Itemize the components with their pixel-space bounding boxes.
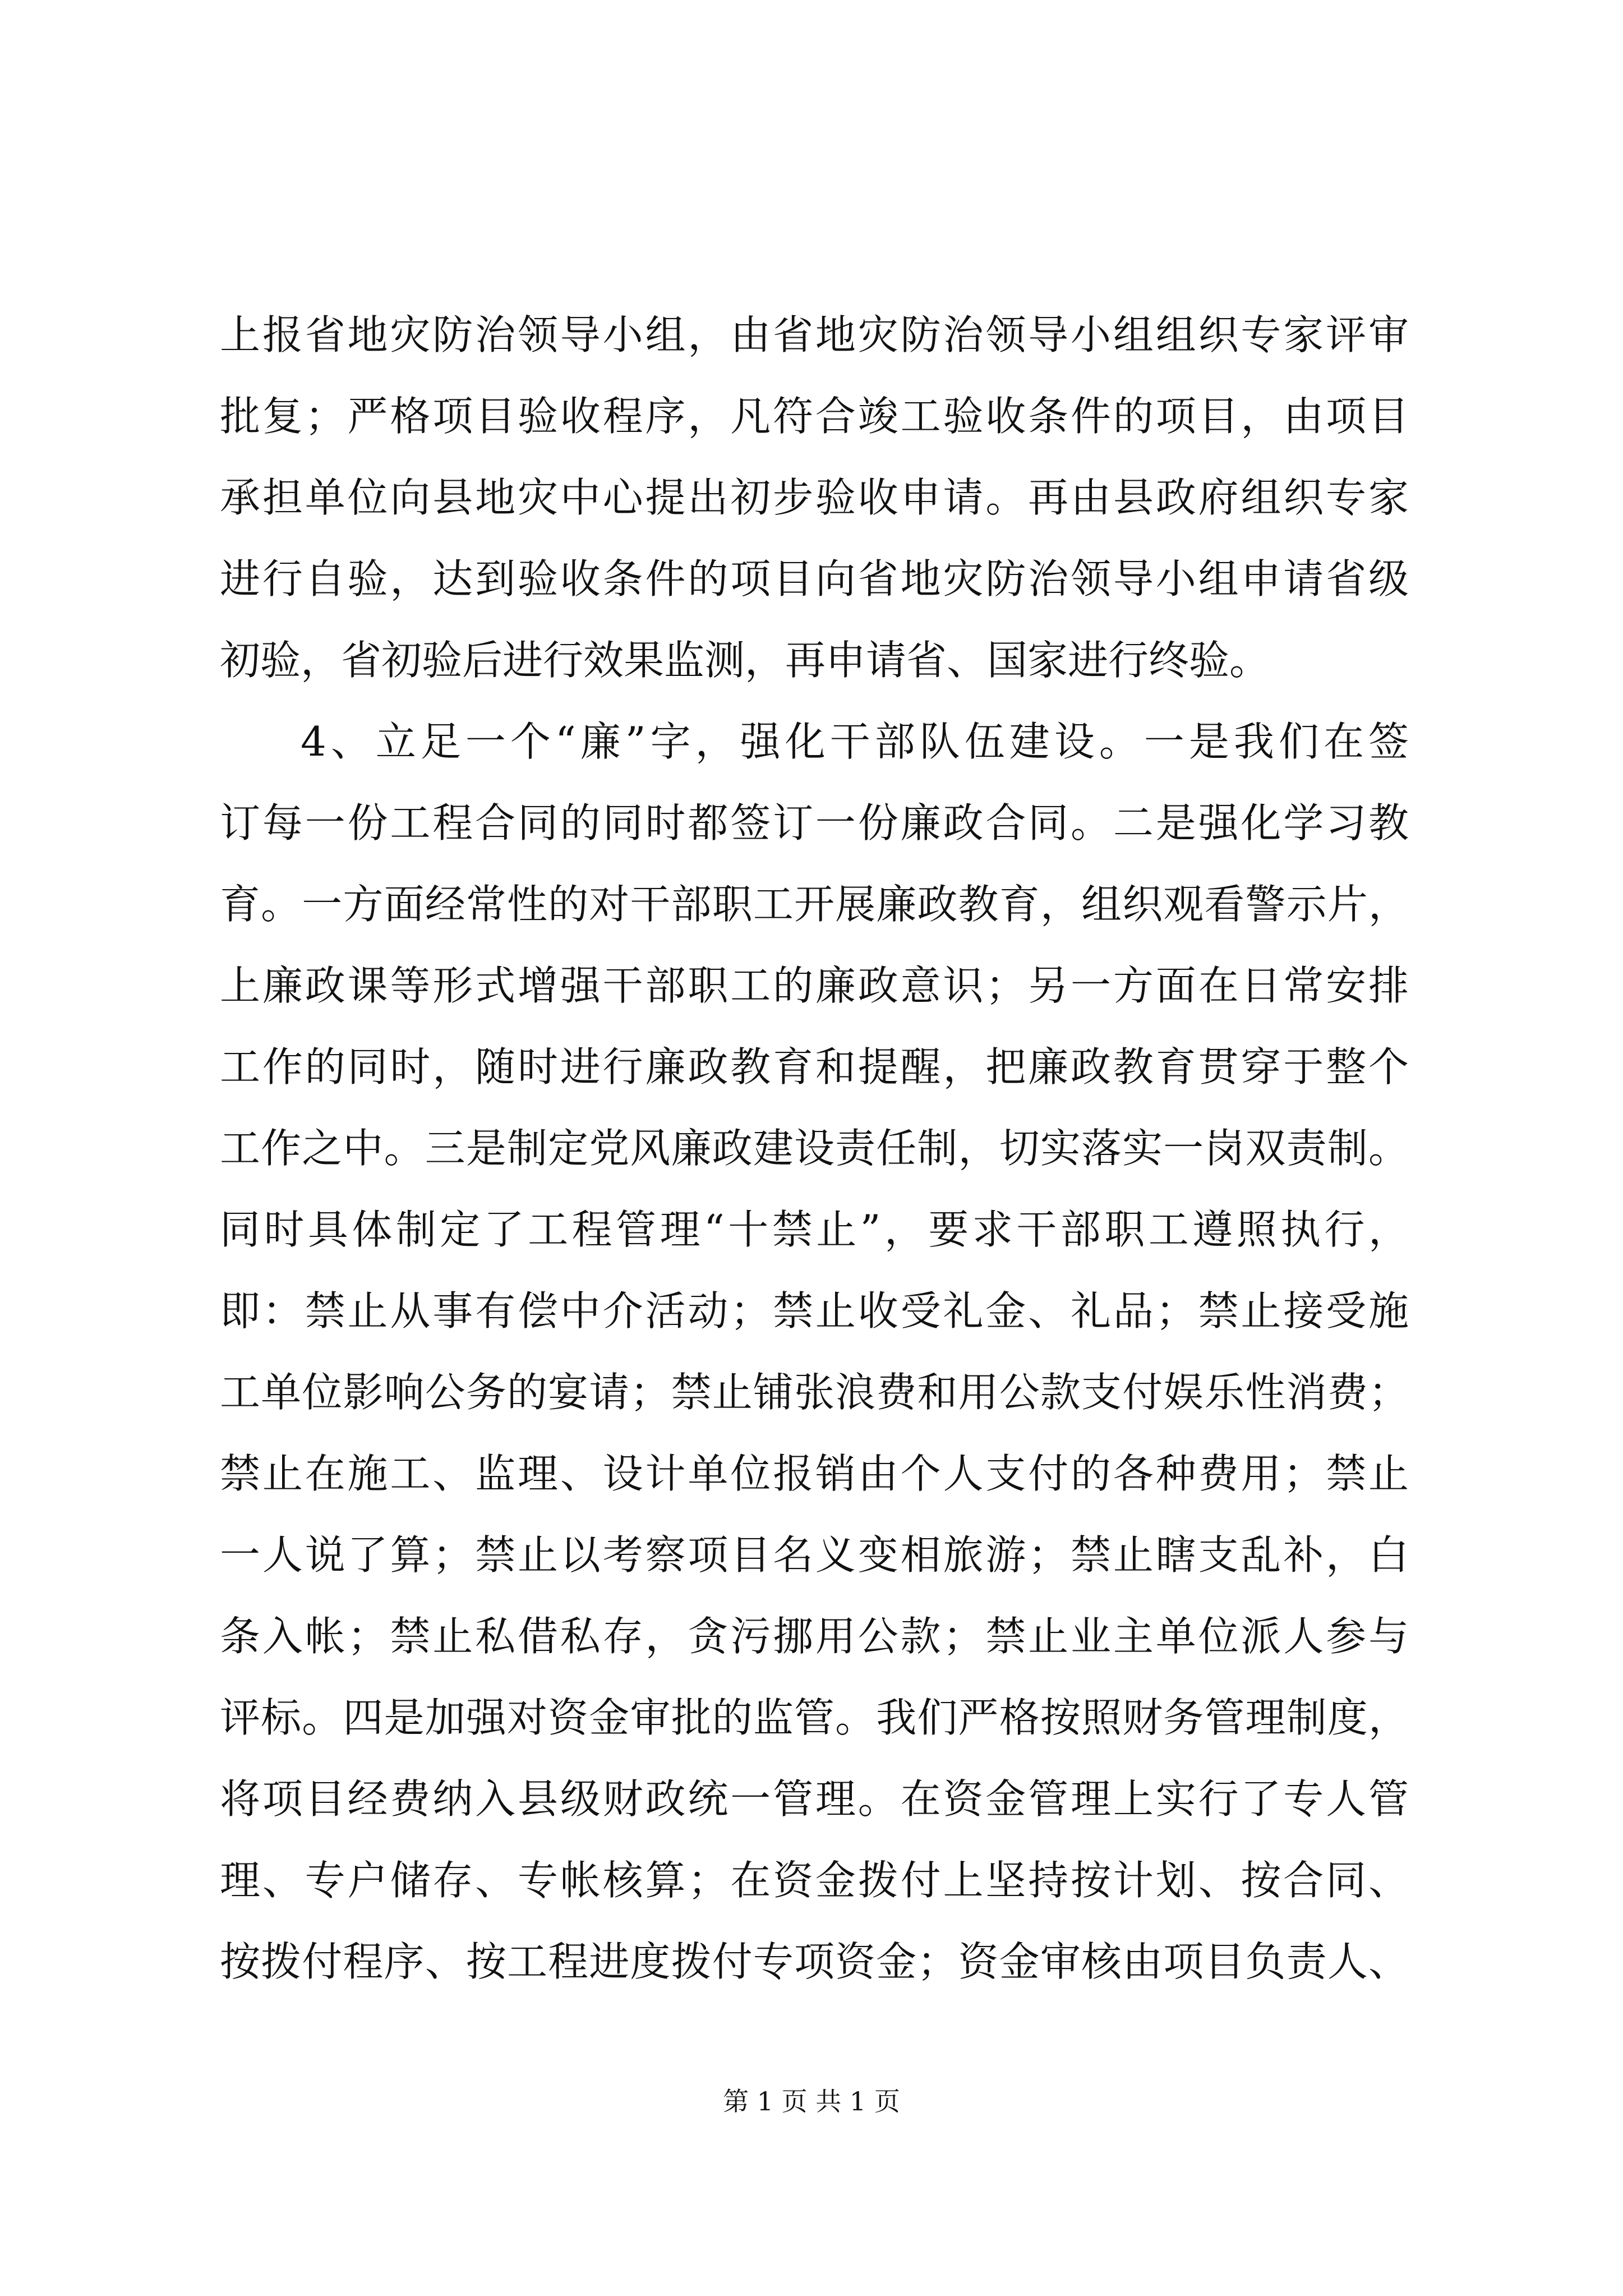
text-line: 育。一方面经常性的对干部职工开展廉政教育，组织观看警示片，: [220, 881, 1409, 928]
text-line: 上报省地灾防治领导小组，由省地灾防治领导小组组织专家评审: [220, 311, 1409, 358]
text-line: 按拨付程序、按工程进度拨付专项资金；资金审核由项目负责人、: [220, 1938, 1409, 1985]
text-line: 批复；严格项目验收程序，凡符合竣工验收条件的项目，由项目: [220, 393, 1409, 440]
text-line: 即：禁止从事有偿中介活动；禁止收受礼金、礼品；禁止接受施: [220, 1287, 1409, 1335]
text-line: 初验，省初验后进行效果监测，再申请省、国家进行终验。: [220, 637, 1270, 684]
text-line: 承担单位向县地灾中心提出初步验收申请。再由县政府组织专家: [220, 474, 1409, 521]
page-number-footer: 第 1 页 共 1 页: [723, 2086, 900, 2116]
text-line: 同时具体制定了工程管理“十禁止”，要求干部职工遵照执行，: [220, 1206, 1409, 1253]
text-line: 理、专户储存、专帐核算；在资金拨付上坚持按计划、按合同、: [220, 1857, 1409, 1904]
text-line: 条入帐；禁止私借私存，贪污挪用公款；禁止业主单位派人参与: [220, 1613, 1409, 1660]
paragraph-first-line: 4、立足一个“廉”字，强化干部队伍建设。一是我们在签: [301, 718, 1409, 765]
text-line: 将项目经费纳入县级财政统一管理。在资金管理上实行了专人管: [220, 1775, 1409, 1823]
text-line: 禁止在施工、监理、设计单位报销由个人支付的各种费用；禁止: [220, 1450, 1409, 1497]
text-line: 工单位影响公务的宴请；禁止铺张浪费和用公款支付娱乐性消费；: [220, 1369, 1409, 1416]
document-body: [220, 295, 1409, 2003]
text-line: 工作之中。三是制定党风廉政建设责任制，切实落实一岗双责制。: [220, 1125, 1409, 1172]
text-line: 评标。四是加强对资金审批的监管。我们严格按照财务管理制度，: [220, 1694, 1409, 1741]
text-line: 工作的同时，随时进行廉政教育和提醒，把廉政教育贯穿于整个: [220, 1043, 1409, 1091]
text-line: 一人说了算；禁止以考察项目名义变相旅游；禁止瞎支乱补，白: [220, 1531, 1409, 1579]
text-line: 上廉政课等形式增强干部职工的廉政意识；另一方面在日常安排: [220, 962, 1409, 1009]
text-line: 订每一份工程合同的同时都签订一份廉政合同。二是强化学习教: [220, 799, 1409, 846]
text-line: 进行自验，达到验收条件的项目向省地灾防治领导小组申请省级: [220, 555, 1409, 602]
